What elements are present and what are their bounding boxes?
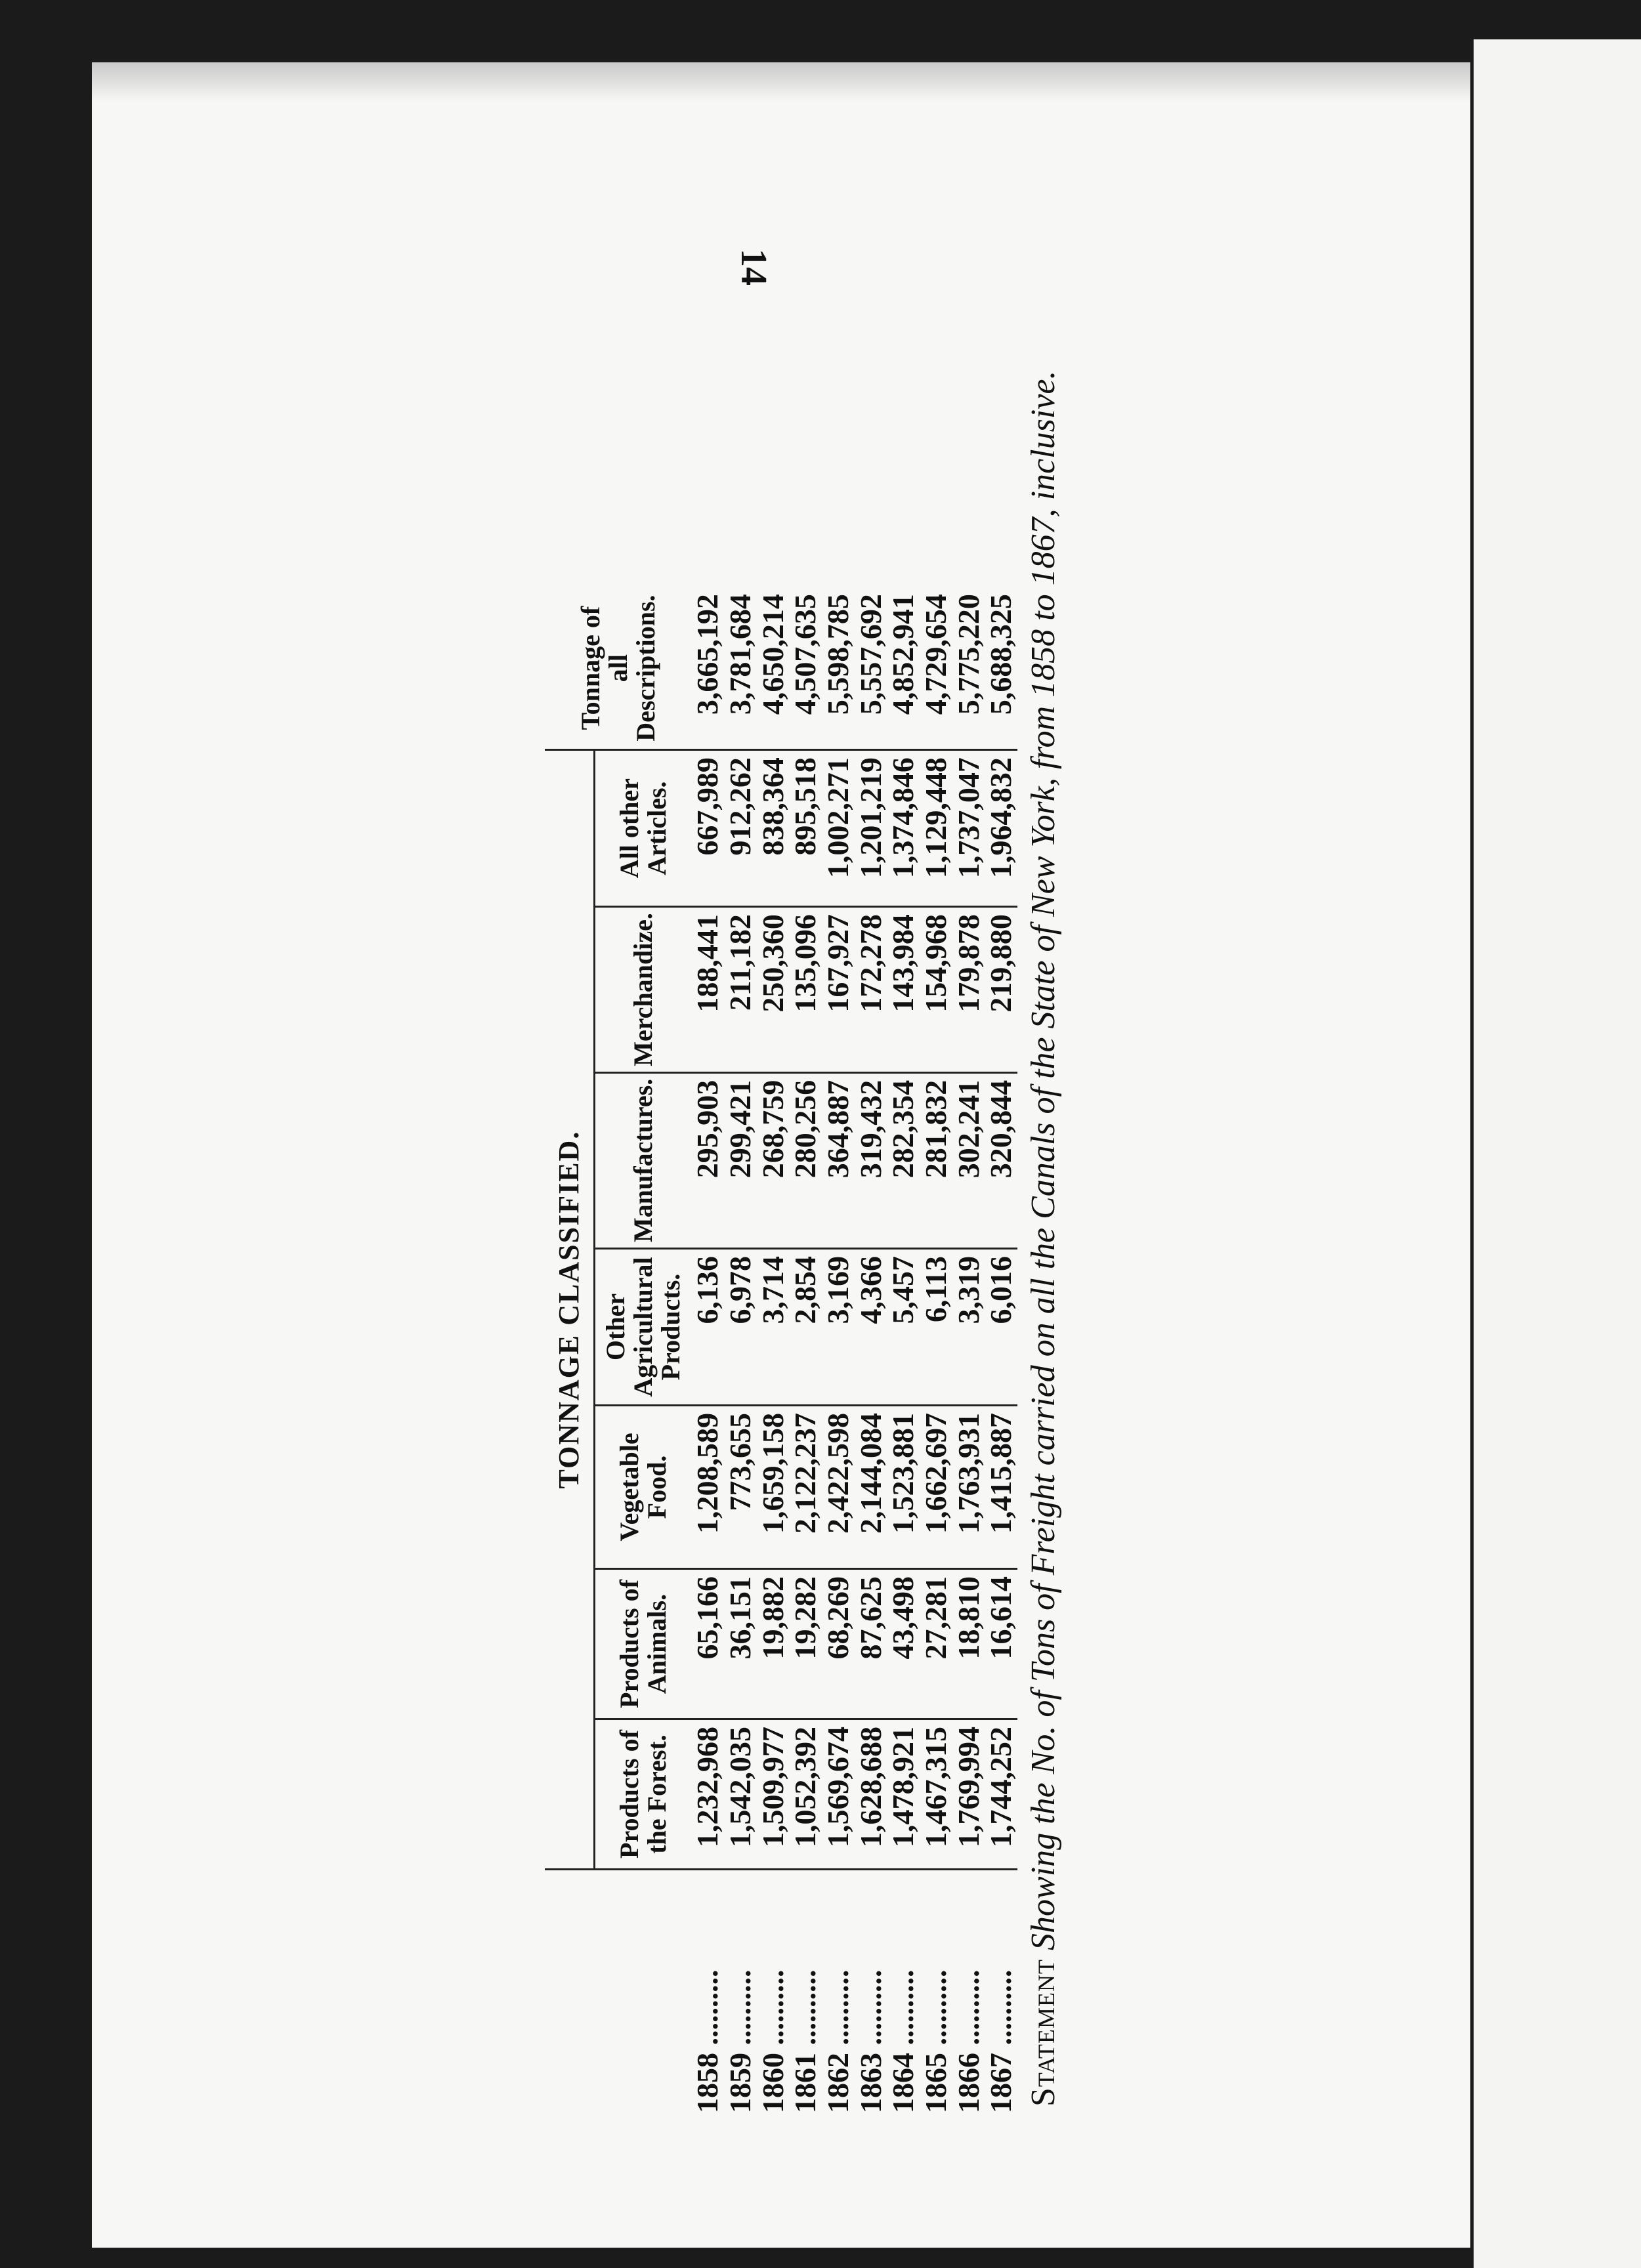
forest-cell: 1,569,674 bbox=[822, 1719, 855, 1870]
manufactures-cell: 364,887 bbox=[822, 1072, 855, 1248]
total-cell: 4,507,635 bbox=[789, 587, 822, 750]
other-agri-cell: 3,319 bbox=[952, 1249, 985, 1406]
other-articles-cell: 1,737,047 bbox=[952, 750, 985, 907]
vegetable-cell: 1,523,881 bbox=[887, 1406, 920, 1569]
year-cell bbox=[691, 1870, 724, 2120]
other-agri-cell: 6,136 bbox=[691, 1249, 724, 1406]
animals-cell: 65,166 bbox=[691, 1569, 724, 1719]
table-row bbox=[920, 587, 952, 2120]
year-label: 1859 bbox=[723, 2053, 757, 2113]
merchandize-cell: 135,096 bbox=[789, 907, 822, 1073]
forest-cell: 1,744,252 bbox=[985, 1719, 1017, 1870]
dot-leader: .......... bbox=[820, 1969, 855, 2053]
other-agri-cell: 4,366 bbox=[855, 1249, 887, 1406]
manufactures-cell: 282,354 bbox=[887, 1072, 920, 1248]
dot-leader: .......... bbox=[723, 1969, 757, 2053]
total-cell: 5,557,692 bbox=[855, 587, 887, 750]
merchandize-cell: 188,441 bbox=[691, 907, 724, 1073]
manufactures-cell: 268,759 bbox=[757, 1072, 790, 1248]
total-cell: 4,729,654 bbox=[920, 587, 952, 750]
other-articles-cell: 912,262 bbox=[724, 750, 757, 907]
other-agri-cell: 3,169 bbox=[822, 1249, 855, 1406]
other-agri-cell: 6,113 bbox=[920, 1249, 952, 1406]
total-header: Tonnage of all Descriptions. bbox=[545, 587, 691, 750]
total-cell: 3,665,192 bbox=[691, 587, 724, 750]
table-row bbox=[887, 587, 920, 2120]
vegetable-cell: 1,208,589 bbox=[691, 1406, 724, 1569]
table-row bbox=[691, 587, 724, 2120]
animals-cell: 87,625 bbox=[855, 1569, 887, 1719]
forest-cell: 1,467,315 bbox=[920, 1719, 952, 1870]
table-body bbox=[691, 587, 1017, 2120]
rotated-content bbox=[0, 308, 1116, 2146]
table-row bbox=[822, 587, 855, 2120]
forest-cell: 1,052,392 bbox=[789, 1719, 822, 1870]
total-cell: 4,650,214 bbox=[757, 587, 790, 750]
manufactures-cell: 319,432 bbox=[855, 1072, 887, 1248]
year-cell bbox=[985, 1870, 1017, 2120]
animals-header: Products of Animals. bbox=[595, 1569, 692, 1719]
group-header-row bbox=[545, 587, 595, 2120]
forest-cell: 1,478,921 bbox=[887, 1719, 920, 1870]
manufactures-header: Manufactures. bbox=[595, 1072, 692, 1248]
other-agri-cell: 3,714 bbox=[757, 1249, 790, 1406]
vegetable-header: Vegetable Food. bbox=[595, 1406, 692, 1569]
merchandize-cell: 154,968 bbox=[920, 907, 952, 1073]
statement-title bbox=[1024, 335, 1063, 2107]
year-label: 1863 bbox=[853, 2053, 887, 2113]
year-cell bbox=[724, 1870, 757, 2120]
animals-cell: 36,151 bbox=[724, 1569, 757, 1719]
table-row bbox=[985, 587, 1017, 2120]
year-cell bbox=[887, 1870, 920, 2120]
dot-leader: .......... bbox=[756, 1969, 790, 2053]
forest-cell: 1,232,968 bbox=[691, 1719, 724, 1870]
year-label: 1867 bbox=[984, 2053, 1018, 2113]
year-cell bbox=[822, 1870, 855, 2120]
year-cell bbox=[920, 1870, 952, 2120]
other-articles-cell: 1,964,832 bbox=[985, 750, 1017, 907]
title-body: Showing the No. of Tons of Freight carried on all the Canals of the State of New York, from 1858 to 1867, inclusive. bbox=[1025, 370, 1062, 1950]
other-articles-cell: 1,129,448 bbox=[920, 750, 952, 907]
year-label: 1858 bbox=[691, 2053, 725, 2113]
year-label: 1864 bbox=[886, 2053, 920, 2113]
other-articles-cell: 838,364 bbox=[757, 750, 790, 907]
forest-cell: 1,509,977 bbox=[757, 1719, 790, 1870]
manufactures-cell: 302,241 bbox=[952, 1072, 985, 1248]
dot-leader: .......... bbox=[853, 1969, 887, 2053]
other-articles-header: All other Articles. bbox=[595, 750, 692, 907]
merchandize-cell: 143,984 bbox=[887, 907, 920, 1073]
table-row bbox=[952, 587, 985, 2120]
forest-cell: 1,769,994 bbox=[952, 1719, 985, 1870]
year-header-cell bbox=[545, 1870, 691, 2120]
animals-cell: 18,810 bbox=[952, 1569, 985, 1719]
other-articles-cell: 895,518 bbox=[789, 750, 822, 907]
vegetable-cell: 773,655 bbox=[724, 1406, 757, 1569]
manufactures-cell: 320,844 bbox=[985, 1072, 1017, 1248]
year-cell bbox=[789, 1870, 822, 2120]
forest-cell: 1,628,688 bbox=[855, 1719, 887, 1870]
merchandize-cell: 172,278 bbox=[855, 907, 887, 1073]
other-agri-cell: 5,457 bbox=[887, 1249, 920, 1406]
merchandize-header: Merchandize. bbox=[595, 907, 692, 1073]
year-label: 1866 bbox=[951, 2053, 985, 2113]
year-label: 1860 bbox=[756, 2053, 790, 2113]
vegetable-cell: 1,662,697 bbox=[920, 1406, 952, 1569]
other-articles-cell: 1,201,219 bbox=[855, 750, 887, 907]
animals-cell: 19,282 bbox=[789, 1569, 822, 1719]
forest-header: Products of the Forest. bbox=[595, 1719, 692, 1870]
merchandize-cell: 250,360 bbox=[757, 907, 790, 1073]
other-articles-cell: 1,002,271 bbox=[822, 750, 855, 907]
year-cell bbox=[757, 1870, 790, 2120]
table-row bbox=[757, 587, 790, 2120]
table-row bbox=[789, 587, 822, 2120]
animals-cell: 16,614 bbox=[985, 1569, 1017, 1719]
year-cell bbox=[952, 1870, 985, 2120]
manufactures-cell: 280,256 bbox=[789, 1072, 822, 1248]
title-lead: Statement bbox=[1025, 1958, 1062, 2107]
facing-page-edge bbox=[1474, 39, 1641, 2268]
dot-leader: .......... bbox=[918, 1969, 952, 2053]
total-cell: 5,688,325 bbox=[985, 587, 1017, 750]
vegetable-cell: 2,422,598 bbox=[822, 1406, 855, 1569]
year-label: 1862 bbox=[820, 2053, 855, 2113]
tonnage-table-wrapper bbox=[545, 348, 1017, 2120]
year-label: 1861 bbox=[788, 2053, 822, 2113]
vegetable-cell: 2,144,084 bbox=[855, 1406, 887, 1569]
merchandize-cell: 211,182 bbox=[724, 907, 757, 1073]
total-cell: 5,598,785 bbox=[822, 587, 855, 750]
animals-cell: 43,498 bbox=[887, 1569, 920, 1719]
animals-cell: 19,882 bbox=[757, 1569, 790, 1719]
manufactures-cell: 299,421 bbox=[724, 1072, 757, 1248]
animals-cell: 68,269 bbox=[822, 1569, 855, 1719]
page-number: 14 bbox=[733, 249, 774, 285]
tonnage-table bbox=[545, 587, 1017, 2120]
table-row bbox=[724, 587, 757, 2120]
year-cell bbox=[855, 1870, 887, 2120]
vegetable-cell: 1,659,158 bbox=[757, 1406, 790, 1569]
total-cell: 4,852,941 bbox=[887, 587, 920, 750]
dot-leader: .......... bbox=[886, 1969, 920, 2053]
manufactures-cell: 281,832 bbox=[920, 1072, 952, 1248]
dot-leader: .......... bbox=[691, 1969, 725, 2053]
merchandize-cell: 179,878 bbox=[952, 907, 985, 1073]
other-articles-cell: 667,989 bbox=[691, 750, 724, 907]
other-agri-header: Other Agricultural Products. bbox=[595, 1249, 692, 1406]
other-agri-cell: 2,854 bbox=[789, 1249, 822, 1406]
dot-leader: .......... bbox=[951, 1969, 985, 2053]
dot-leader: .......... bbox=[984, 1969, 1018, 2053]
page-top-shadow bbox=[92, 62, 1470, 102]
merchandize-cell: 167,927 bbox=[822, 907, 855, 1073]
vegetable-cell: 1,763,931 bbox=[952, 1406, 985, 1569]
vegetable-cell: 1,415,887 bbox=[985, 1406, 1017, 1569]
animals-cell: 27,281 bbox=[920, 1569, 952, 1719]
merchandize-cell: 219,880 bbox=[985, 907, 1017, 1073]
dot-leader: .......... bbox=[788, 1969, 822, 2053]
table-row bbox=[855, 587, 887, 2120]
manufactures-cell: 295,903 bbox=[691, 1072, 724, 1248]
total-cell: 5,775,220 bbox=[952, 587, 985, 750]
other-articles-cell: 1,374,846 bbox=[887, 750, 920, 907]
total-cell: 3,781,684 bbox=[724, 587, 757, 750]
forest-cell: 1,542,035 bbox=[724, 1719, 757, 1870]
year-label: 1865 bbox=[918, 2053, 952, 2113]
vegetable-cell: 2,122,237 bbox=[789, 1406, 822, 1569]
other-agri-cell: 6,978 bbox=[724, 1249, 757, 1406]
other-agri-cell: 6,016 bbox=[985, 1249, 1017, 1406]
tonnage-classified-header: TONNAGE CLASSIFIED. bbox=[545, 750, 595, 1870]
